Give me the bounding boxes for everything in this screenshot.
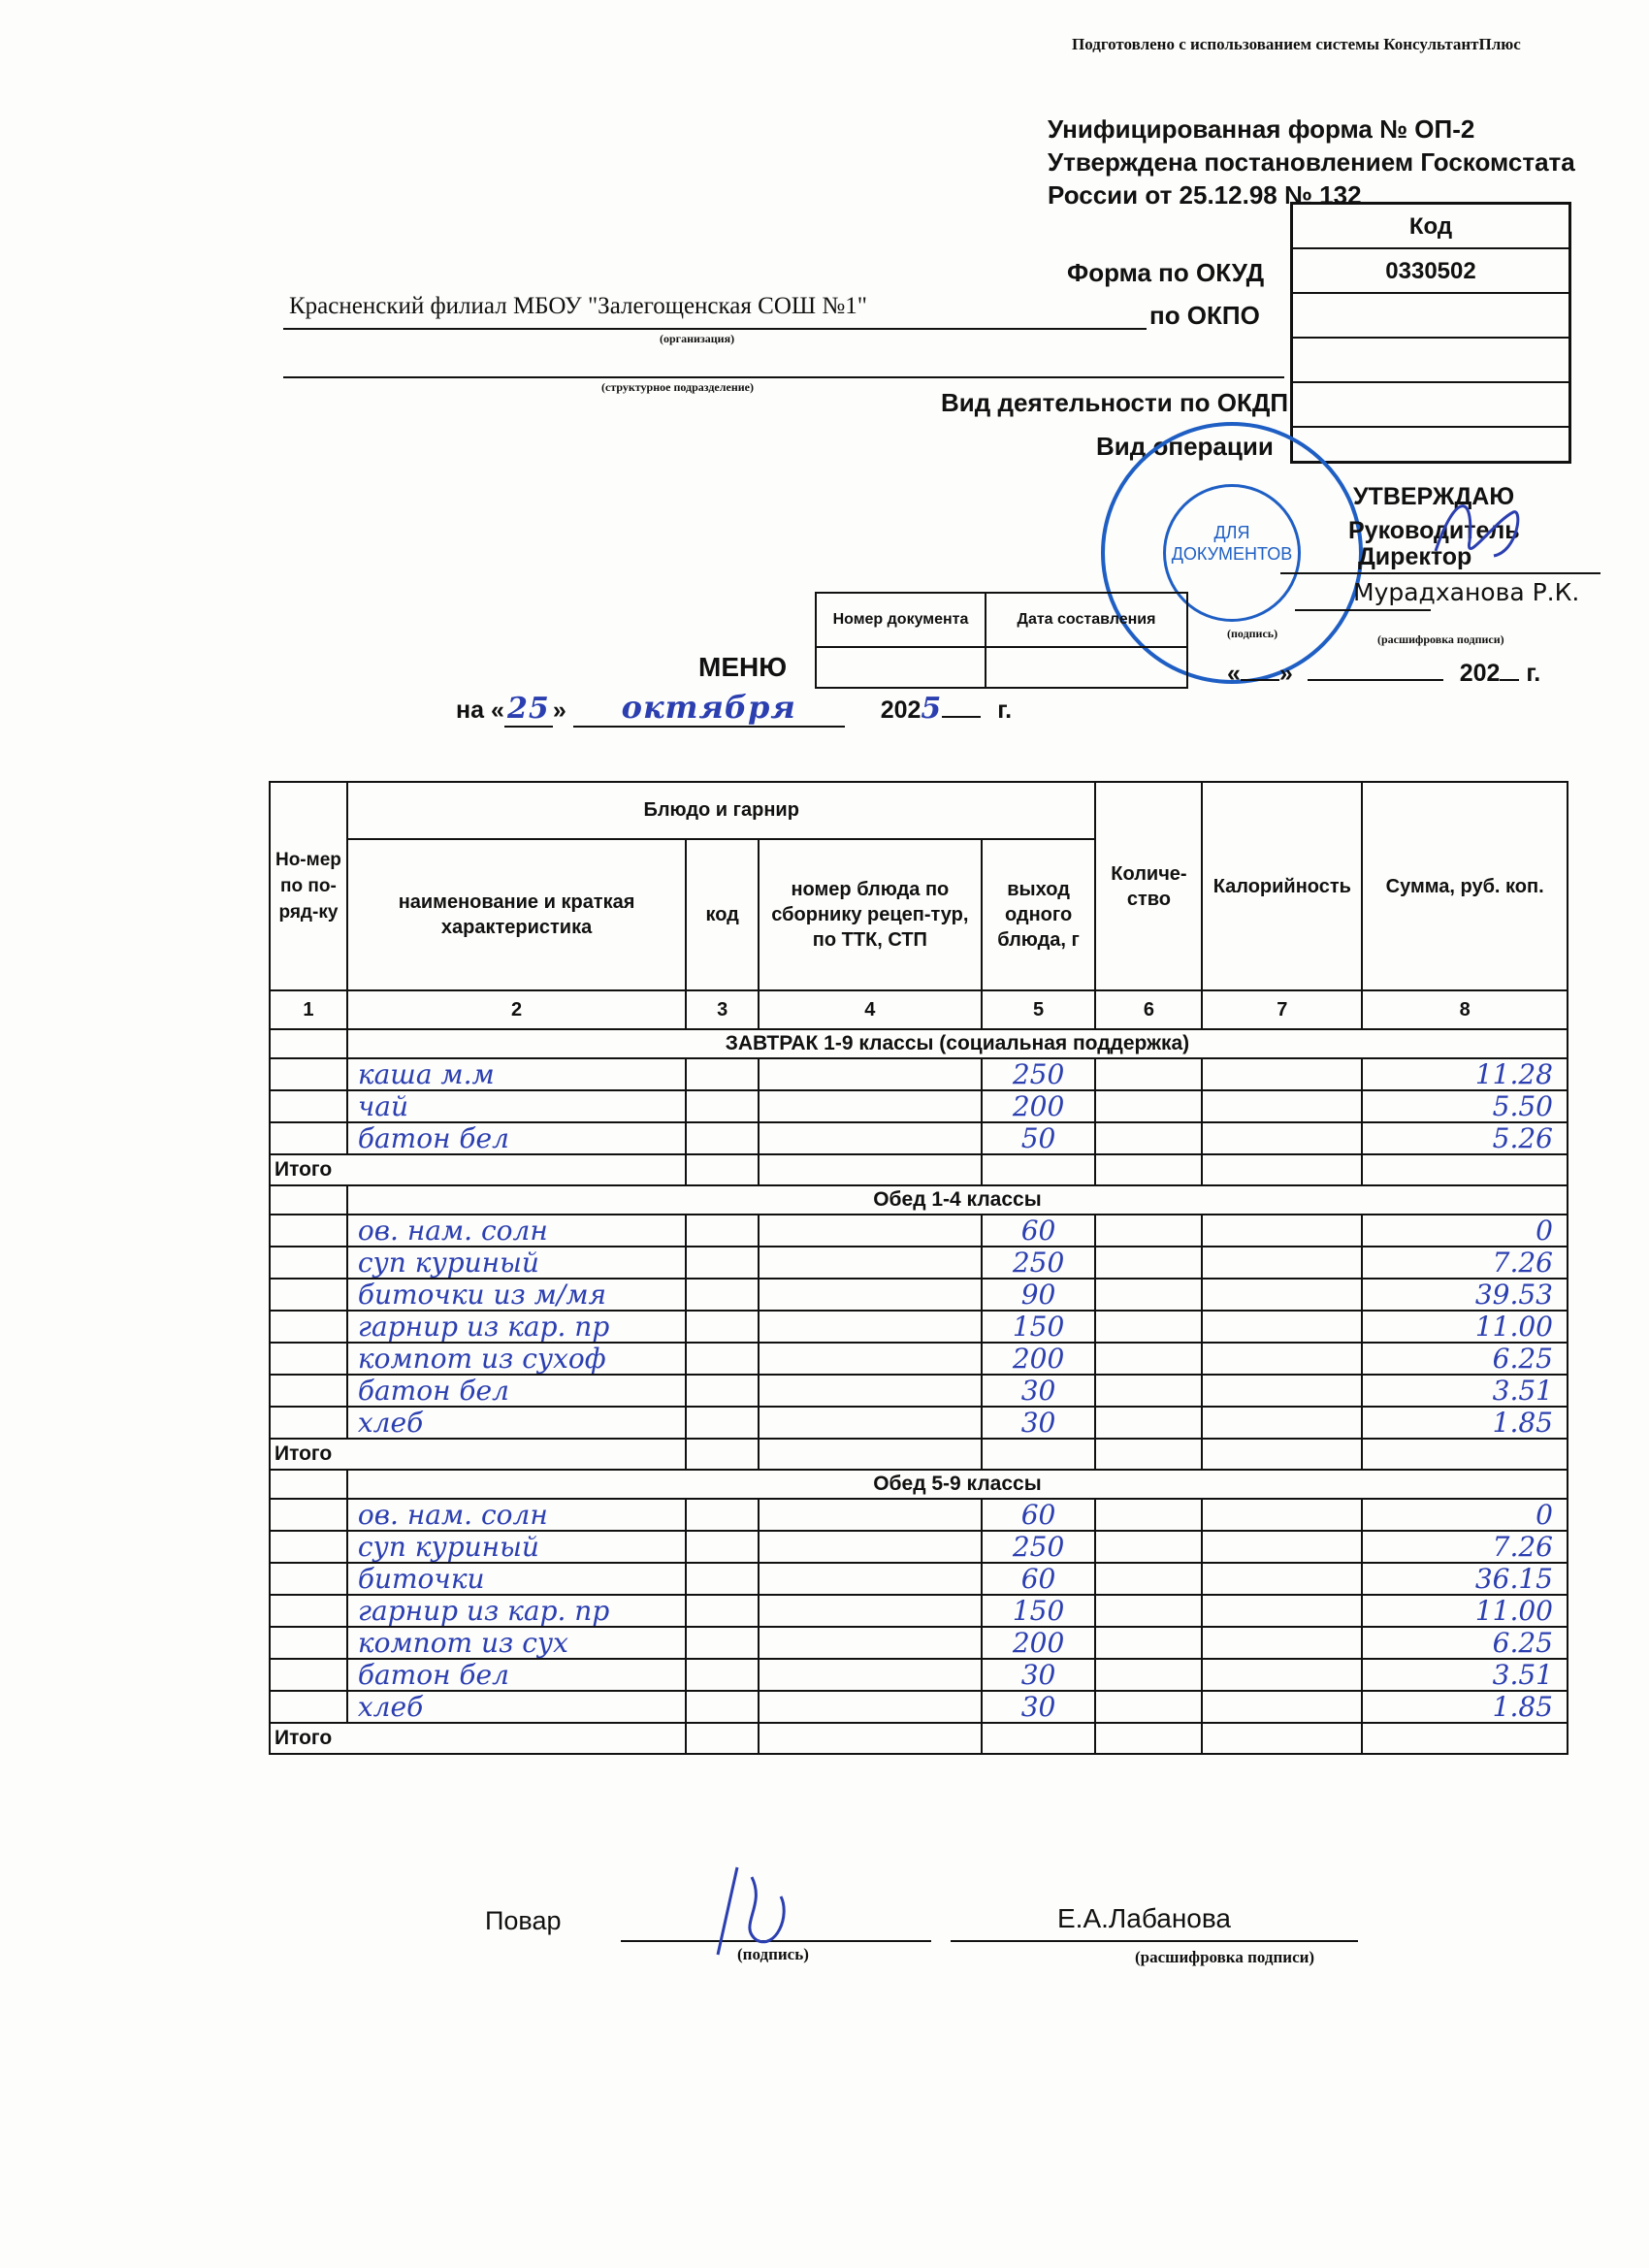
- dish-sum: 6.25: [1362, 1627, 1568, 1659]
- approval-date: [1227, 660, 1540, 688]
- dish-yield: 250: [982, 1247, 1096, 1279]
- approval-decode-caption: (расшифровка подписи): [1377, 632, 1504, 646]
- dish-yield: 90: [982, 1279, 1096, 1311]
- dish-name: суп куриный: [347, 1531, 686, 1563]
- cook-decode-caption: (расшифровка подписи): [1135, 1948, 1315, 1966]
- dish-calories: [1202, 1691, 1362, 1723]
- col-sum-header: Сумма, руб. коп.: [1362, 782, 1568, 990]
- row-number: [270, 1090, 347, 1122]
- dish-recipe: [759, 1343, 982, 1375]
- menu-date-close: »: [552, 697, 566, 724]
- approval-role2: Директор: [1358, 543, 1472, 570]
- menu-date-row: [456, 689, 1012, 728]
- dish-code: [686, 1247, 759, 1279]
- menu-year-prefix: 202: [880, 697, 922, 724]
- row-number: [270, 1215, 347, 1247]
- approved-line2: России от 25.12.98 № 132: [1048, 180, 1362, 210]
- dish-sum: 1.85: [1362, 1691, 1568, 1723]
- col-num-header: Но-мер по по-ряд-ку: [270, 782, 347, 990]
- cook-label: Повар: [485, 1906, 562, 1935]
- dish-recipe: [759, 1627, 982, 1659]
- table-row: [270, 1279, 1568, 1311]
- dish-yield: 150: [982, 1595, 1096, 1627]
- dish-yield: 250: [982, 1058, 1096, 1090]
- row-number: [270, 1279, 347, 1311]
- doc-date-value: [986, 647, 1187, 688]
- organization-name: Красненский филиал МБОУ "Залегощенская СОШ №1": [289, 293, 867, 319]
- approval-title: УТВЕРЖДАЮ: [1353, 483, 1515, 510]
- dish-sum: 11.00: [1362, 1595, 1568, 1627]
- total-label: Итого: [270, 1723, 686, 1754]
- table-row: [270, 1531, 1568, 1563]
- dish-yield: 60: [982, 1215, 1096, 1247]
- section-header-row: [270, 1470, 1568, 1499]
- dish-sum: 7.26: [1362, 1247, 1568, 1279]
- table-row: [270, 1627, 1568, 1659]
- dish-qty: [1095, 1343, 1202, 1375]
- table-row: [270, 1247, 1568, 1279]
- total-label: Итого: [270, 1439, 686, 1470]
- col-code-header: код: [686, 839, 759, 990]
- dish-sum: 0: [1362, 1499, 1568, 1531]
- row-number: [270, 1247, 347, 1279]
- section-title: Обед 5-9 классы: [347, 1470, 1568, 1499]
- dish-sum: 6.25: [1362, 1343, 1568, 1375]
- dish-sum: 3.51: [1362, 1375, 1568, 1407]
- dish-calories: [1202, 1343, 1362, 1375]
- dish-code: [686, 1090, 759, 1122]
- section-title: ЗАВТРАК 1-9 классы (социальная поддержка): [347, 1029, 1568, 1058]
- approval-year-suffix: г.: [1526, 660, 1541, 687]
- col-recipe-header: номер блюда по сборнику рецеп-тур, по ТТК, СТП: [759, 839, 982, 990]
- menu-title: МЕНЮ: [698, 652, 788, 682]
- col-qty-header: Количе-ство: [1095, 782, 1202, 990]
- row-number: [270, 1627, 347, 1659]
- row-number: [270, 1311, 347, 1343]
- col-yield-header: выход одного блюда, г: [982, 839, 1096, 990]
- dish-calories: [1202, 1058, 1362, 1090]
- dish-sum: 1.85: [1362, 1407, 1568, 1439]
- dish-name: каша м.м: [347, 1058, 686, 1090]
- table-row: [270, 1122, 1568, 1154]
- row-number: [270, 1659, 347, 1691]
- column-number-cell: 1: [270, 990, 347, 1029]
- dish-name: батон бел: [347, 1122, 686, 1154]
- menu-year-suffix: г.: [997, 697, 1013, 724]
- dish-sum: 11.28: [1362, 1058, 1568, 1090]
- dish-qty: [1095, 1122, 1202, 1154]
- dish-qty: [1095, 1215, 1202, 1247]
- organization-line: [283, 293, 1147, 330]
- dish-code: [686, 1595, 759, 1627]
- dish-sum: 11.00: [1362, 1311, 1568, 1343]
- dish-yield: 200: [982, 1627, 1096, 1659]
- column-number-cell: 7: [1202, 990, 1362, 1029]
- dish-calories: [1202, 1279, 1362, 1311]
- code-header: Код: [1293, 205, 1568, 249]
- table-row: [270, 1215, 1568, 1247]
- operation-value: [1293, 428, 1568, 461]
- menu-year-hand: 5: [921, 692, 943, 726]
- row-number: [270, 1563, 347, 1595]
- dish-sum: 3.51: [1362, 1659, 1568, 1691]
- dish-qty: [1095, 1531, 1202, 1563]
- dish-name: гарнир из кар. пр: [347, 1311, 686, 1343]
- dish-yield: 50: [982, 1122, 1096, 1154]
- dish-qty: [1095, 1499, 1202, 1531]
- dish-calories: [1202, 1375, 1362, 1407]
- row-number: [270, 1499, 347, 1531]
- dish-name: биточки из м/мя: [347, 1279, 686, 1311]
- prepared-note: Подготовлено с использованием системы КонсультантПлюс: [1072, 35, 1521, 53]
- division-line: [283, 347, 1284, 378]
- column-number-cell: 2: [347, 990, 686, 1029]
- dish-qty: [1095, 1627, 1202, 1659]
- total-row: [270, 1723, 1568, 1754]
- dish-yield: 250: [982, 1531, 1096, 1563]
- dish-name: хлеб: [347, 1691, 686, 1723]
- row-number: [270, 1407, 347, 1439]
- approved-line1: Утверждена постановлением Госкомстата: [1048, 147, 1575, 177]
- dish-recipe: [759, 1691, 982, 1723]
- dish-code: [686, 1215, 759, 1247]
- doc-number-label: Номер документа: [816, 593, 986, 647]
- column-number-cell: 4: [759, 990, 982, 1029]
- dish-name: ов. нам. солн: [347, 1499, 686, 1531]
- dish-name: компот из сух: [347, 1627, 686, 1659]
- approval-sign-caption: (подпись): [1227, 627, 1278, 640]
- dish-qty: [1095, 1058, 1202, 1090]
- dish-sum: 7.26: [1362, 1531, 1568, 1563]
- dish-sum: 5.50: [1362, 1090, 1568, 1122]
- stamp-text-1: ДЛЯ: [1213, 523, 1250, 542]
- row-number: [270, 1531, 347, 1563]
- dish-name: ов. нам. солн: [347, 1215, 686, 1247]
- dish-recipe: [759, 1311, 982, 1343]
- dish-sum: 36.15: [1362, 1563, 1568, 1595]
- approval-role1: Руководитель: [1348, 517, 1520, 544]
- table-row: [270, 1311, 1568, 1343]
- dish-name: компот из сухоф: [347, 1343, 686, 1375]
- menu-table: [269, 781, 1568, 1755]
- dish-name: батон бел: [347, 1659, 686, 1691]
- dish-qty: [1095, 1279, 1202, 1311]
- row-number: [270, 1343, 347, 1375]
- dish-calories: [1202, 1659, 1362, 1691]
- table-row: [270, 1407, 1568, 1439]
- dish-qty: [1095, 1247, 1202, 1279]
- dish-recipe: [759, 1659, 982, 1691]
- menu-body: [270, 1029, 1568, 1754]
- menu-day: 25: [504, 692, 553, 728]
- operation-label: Вид операции: [1096, 432, 1274, 461]
- menu-month: октября: [573, 689, 845, 728]
- total-row: [270, 1439, 1568, 1470]
- section-header-row: [270, 1029, 1568, 1058]
- dish-calories: [1202, 1215, 1362, 1247]
- table-row: [270, 1499, 1568, 1531]
- dish-qty: [1095, 1563, 1202, 1595]
- table-row: [270, 1563, 1568, 1595]
- dish-code: [686, 1499, 759, 1531]
- dish-recipe: [759, 1090, 982, 1122]
- dish-recipe: [759, 1531, 982, 1563]
- dish-yield: 30: [982, 1375, 1096, 1407]
- dish-yield: 30: [982, 1691, 1096, 1723]
- column-number-cell: 8: [1362, 990, 1568, 1029]
- director-signature: [1426, 483, 1533, 570]
- table-row: [270, 1375, 1568, 1407]
- doc-number-box: [815, 592, 1188, 689]
- dish-yield: 150: [982, 1311, 1096, 1343]
- code-box: [1290, 202, 1571, 464]
- row-number: [270, 1058, 347, 1090]
- dish-qty: [1095, 1090, 1202, 1122]
- dish-code: [686, 1058, 759, 1090]
- dish-code: [686, 1659, 759, 1691]
- row-number: [270, 1595, 347, 1627]
- dish-recipe: [759, 1279, 982, 1311]
- okdp-value-2: [1293, 383, 1568, 428]
- dish-code: [686, 1122, 759, 1154]
- dish-qty: [1095, 1659, 1202, 1691]
- dish-calories: [1202, 1531, 1362, 1563]
- dish-calories: [1202, 1563, 1362, 1595]
- division-caption: (структурное подразделение): [601, 380, 754, 394]
- okdp-label: Вид деятельности по ОКДП: [941, 388, 1289, 417]
- dish-name: батон бел: [347, 1375, 686, 1407]
- dish-recipe: [759, 1499, 982, 1531]
- doc-number-value: [816, 647, 986, 688]
- dish-recipe: [759, 1215, 982, 1247]
- approval-date-open: «: [1227, 660, 1241, 687]
- section-header-row: [270, 1185, 1568, 1215]
- dish-code: [686, 1563, 759, 1595]
- table-row: [270, 1090, 1568, 1122]
- dish-group-header: Блюдо и гарнир: [347, 782, 1096, 839]
- okpo-label: по ОКПО: [1149, 301, 1260, 330]
- dish-sum: 0: [1362, 1215, 1568, 1247]
- table-row: [270, 1058, 1568, 1090]
- dish-yield: 60: [982, 1563, 1096, 1595]
- table-row: [270, 1659, 1568, 1691]
- okdp-value: [1293, 339, 1568, 383]
- dish-code: [686, 1627, 759, 1659]
- table-row: [270, 1691, 1568, 1723]
- row-number: [270, 1691, 347, 1723]
- dish-yield: 30: [982, 1659, 1096, 1691]
- dish-qty: [1095, 1375, 1202, 1407]
- dish-recipe: [759, 1247, 982, 1279]
- column-number-cell: 3: [686, 990, 759, 1029]
- dish-recipe: [759, 1122, 982, 1154]
- column-number-cell: 5: [982, 990, 1096, 1029]
- dish-code: [686, 1375, 759, 1407]
- menu-date-open: «: [490, 697, 504, 724]
- dish-calories: [1202, 1311, 1362, 1343]
- total-row: [270, 1154, 1568, 1185]
- form-name: Унифицированная форма № ОП-2: [1048, 114, 1475, 144]
- dish-code: [686, 1531, 759, 1563]
- dish-name: гарнир из кар. пр: [347, 1595, 686, 1627]
- dish-name: хлеб: [347, 1407, 686, 1439]
- stamp-text-2: ДОКУМЕНТОВ: [1171, 544, 1293, 564]
- table-row: [270, 1343, 1568, 1375]
- column-number-cell: 6: [1095, 990, 1202, 1029]
- dish-recipe: [759, 1563, 982, 1595]
- total-label: Итого: [270, 1154, 686, 1185]
- cook-sign-caption: (подпись): [737, 1945, 809, 1963]
- okpo-value: [1293, 294, 1568, 339]
- approval-date-close: »: [1278, 660, 1293, 687]
- approval-year: 202: [1459, 660, 1501, 687]
- table-row: [270, 1595, 1568, 1627]
- okud-value: 0330502: [1293, 249, 1568, 294]
- dish-yield: 30: [982, 1407, 1096, 1439]
- dish-calories: [1202, 1499, 1362, 1531]
- dish-qty: [1095, 1595, 1202, 1627]
- dish-sum: 5.26: [1362, 1122, 1568, 1154]
- dish-yield: 200: [982, 1343, 1096, 1375]
- dish-calories: [1202, 1122, 1362, 1154]
- dish-qty: [1095, 1311, 1202, 1343]
- dish-calories: [1202, 1627, 1362, 1659]
- dish-code: [686, 1407, 759, 1439]
- column-number-row: [270, 990, 1568, 1029]
- cook-name: Е.А.Лабанова: [1057, 1903, 1231, 1933]
- col-name-header: наименование и краткая характеристика: [347, 839, 686, 990]
- col-cal-header: Калорийность: [1202, 782, 1362, 990]
- dish-code: [686, 1279, 759, 1311]
- dish-recipe: [759, 1407, 982, 1439]
- dish-code: [686, 1343, 759, 1375]
- approval-signer: Мурадханова Р.К.: [1353, 578, 1580, 606]
- row-number: [270, 1375, 347, 1407]
- dish-qty: [1095, 1407, 1202, 1439]
- dish-calories: [1202, 1247, 1362, 1279]
- organization-caption: (организация): [660, 332, 735, 345]
- dish-recipe: [759, 1595, 982, 1627]
- dish-name: чай: [347, 1090, 686, 1122]
- dish-recipe: [759, 1375, 982, 1407]
- dish-recipe: [759, 1058, 982, 1090]
- menu-date-on: на: [456, 697, 485, 724]
- dish-yield: 200: [982, 1090, 1096, 1122]
- section-title: Обед 1-4 классы: [347, 1185, 1568, 1215]
- dish-calories: [1202, 1595, 1362, 1627]
- cook-name-line: [951, 1901, 1358, 1942]
- dish-yield: 60: [982, 1499, 1096, 1531]
- okud-label: Форма по ОКУД: [1067, 258, 1265, 287]
- doc-date-label: Дата составления: [986, 593, 1187, 647]
- dish-name: биточки: [347, 1563, 686, 1595]
- dish-name: суп куриный: [347, 1247, 686, 1279]
- dish-qty: [1095, 1691, 1202, 1723]
- dish-code: [686, 1691, 759, 1723]
- dish-sum: 39.53: [1362, 1279, 1568, 1311]
- row-number: [270, 1122, 347, 1154]
- dish-calories: [1202, 1407, 1362, 1439]
- dish-code: [686, 1311, 759, 1343]
- dish-calories: [1202, 1090, 1362, 1122]
